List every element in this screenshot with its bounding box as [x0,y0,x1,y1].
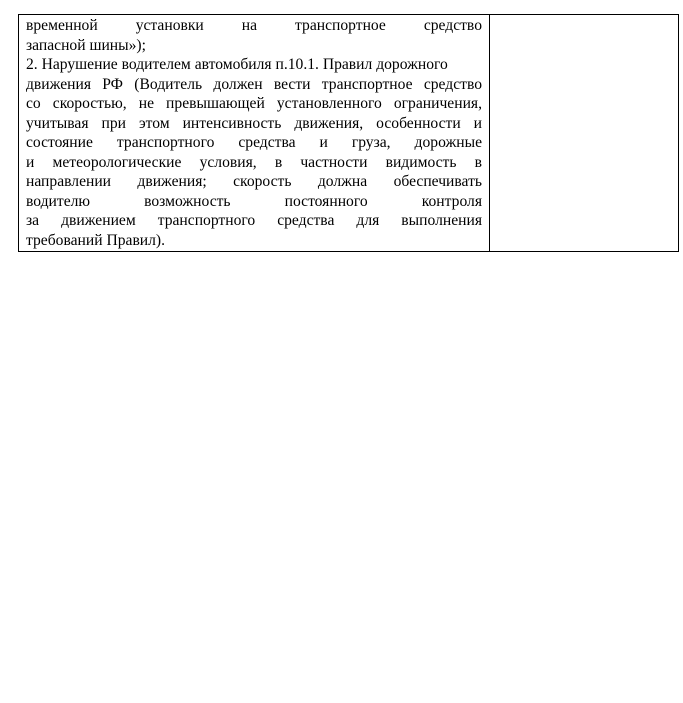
cell-text-content [19,15,489,251]
text-line: 2. Нарушение водителем автомобиля п.10.1. Правил дорожного [26,56,448,73]
text-line: запасной шины»); [26,36,146,54]
paragraph-item-2 [26,55,482,250]
text-line: временной установки на транспортное средство [26,17,482,34]
text-line: учитывая при этом интенсивность движения, особенности и [26,114,482,132]
text-line: движения РФ (Водитель должен вести транспортное средство [26,75,482,93]
text-line: состояние транспортного средства и груза, дорожные [26,134,482,151]
table-row [19,15,679,252]
text-line: со скоростью, не превышающей установленного ограничения, [26,95,482,112]
paragraph-continuation [26,16,482,55]
text-line: направлении движения; скорость должна обеспечивать [26,173,482,190]
text-line: водителю возможность постоянного контроля [26,192,482,210]
document-table [18,14,679,252]
text-line: требований Правил). [26,231,166,249]
table-cell-empty [490,15,679,252]
text-line: и метеорологические условия, в частности видимость в [26,153,482,171]
text-line: за движением транспортного средства для выполнения [26,212,482,229]
table-cell-text [19,15,490,252]
